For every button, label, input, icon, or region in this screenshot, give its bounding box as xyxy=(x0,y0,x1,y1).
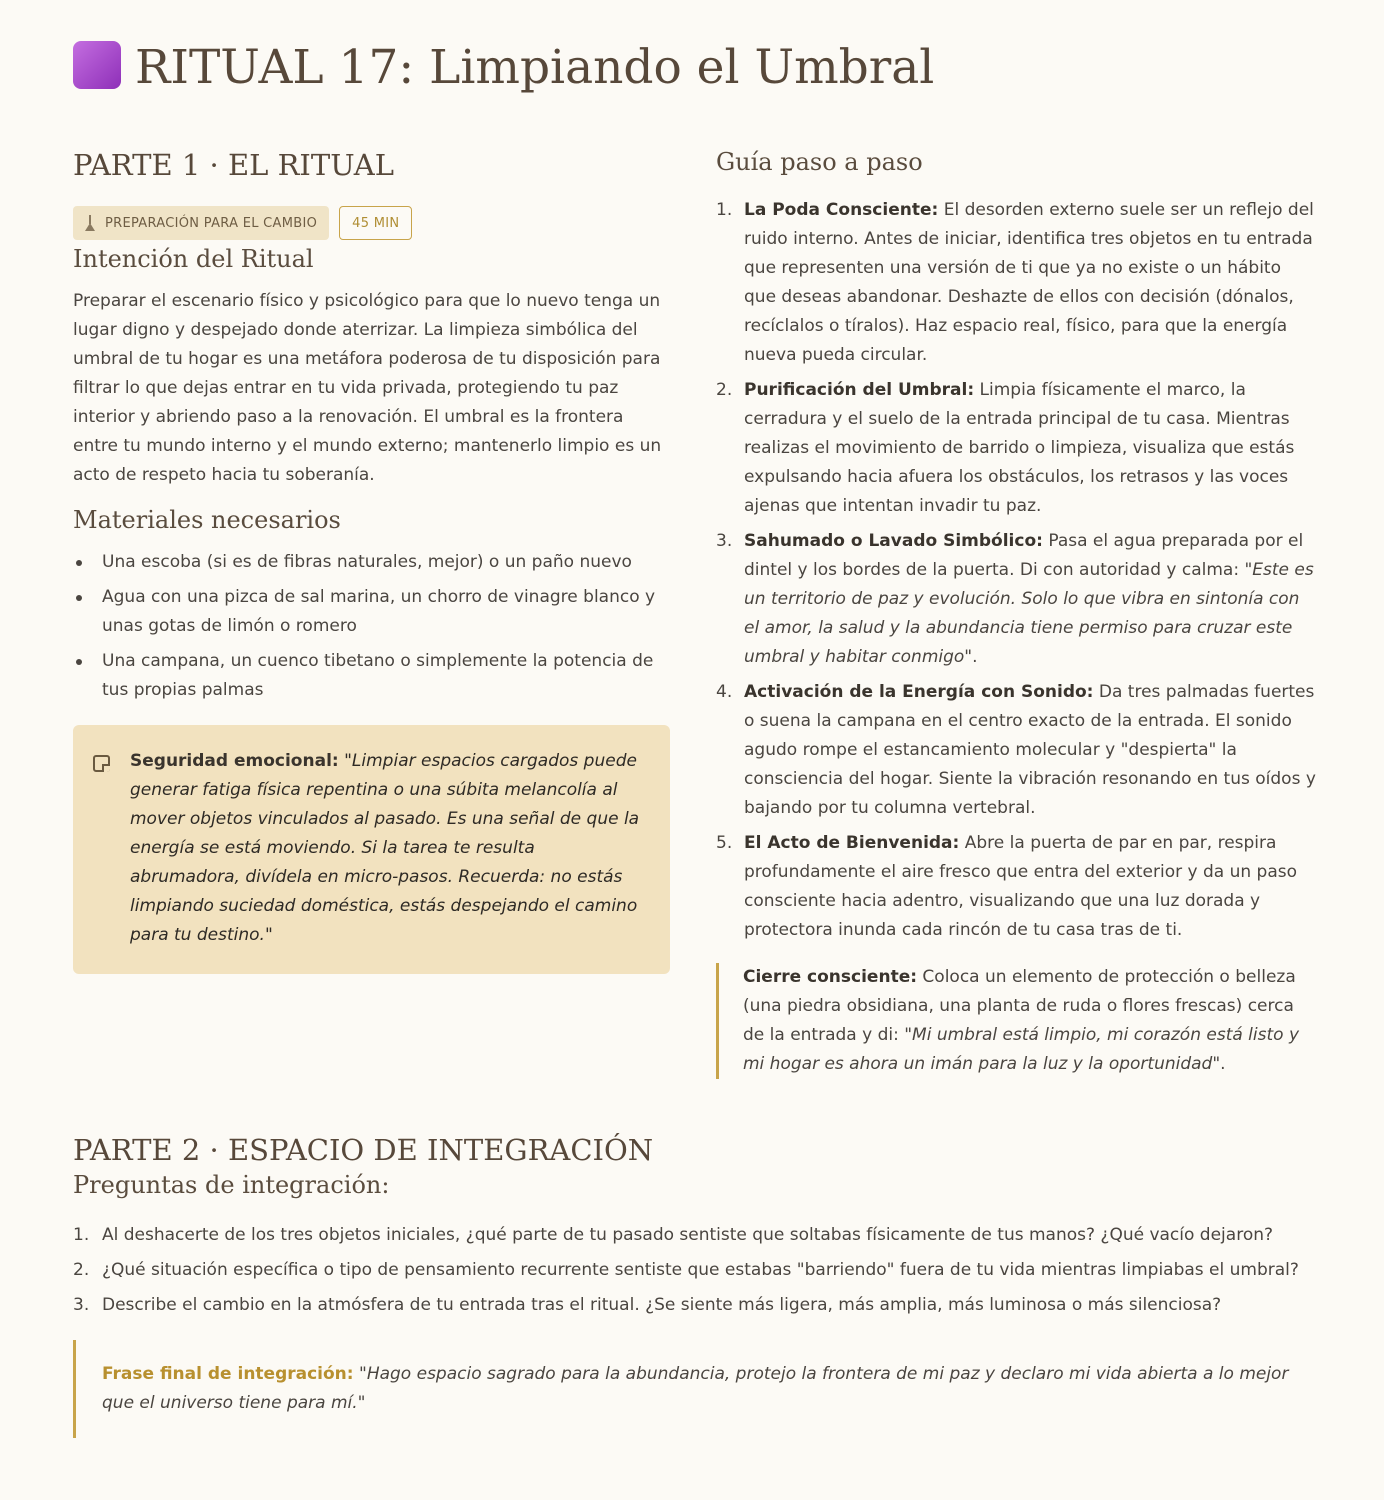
step-number: 5. xyxy=(716,833,733,853)
question-text: ¿Qué situación específica o tipo de pensamiento recurrente sentiste que estabas "barriendo" fuera de tu vida mientras limpiabas el umbral? xyxy=(102,1260,1299,1280)
page-title-text: RITUAL 17: Limpiando el Umbral xyxy=(135,40,935,95)
question-number: 3. xyxy=(73,1295,90,1315)
intention-heading: Intención del Ritual xyxy=(73,245,314,273)
question-text: Describe el cambio en la atmósfera de tu entrada tras el ritual. ¿Se siente más ligera, más amplia, más luminosa o más silenciosa? xyxy=(102,1295,1222,1315)
safety-note xyxy=(73,725,670,974)
step-number: 4. xyxy=(716,682,733,702)
duration-tag: 45 MIN xyxy=(339,206,412,240)
step-text: Limpia físicamente el marco, la cerradura y el suelo de la entrada principal de tu casa. Mientras realizas el movimiento de barrido o limpieza, visualiza que estás expulsando hacia afuera los obstáculos, los retrasos y las voces ajenas que intentan invadir tu paz. xyxy=(744,380,1295,516)
prep-tag-label: PREPARACIÓN PARA EL CAMBIO xyxy=(105,215,318,231)
closing-quote: "Mi umbral está limpio, mi corazón está listo y mi hogar es ahora un imán para la luz y la oportunidad" xyxy=(743,1025,1300,1074)
purple-square-icon xyxy=(73,41,121,89)
list-item: Una campana, un cuenco tibetano o simplemente la potencia de tus propias palmas xyxy=(73,647,670,705)
safety-note-quote: "Limpiar espacios cargados puede generar fatiga física repentina o una súbita melancolía al mover objetos vinculados al pasado. Es una señal de que la energía se está moviendo. Si la tarea te resulta abrumadora, divídela en micro-pasos. Recuerda: no estás limpiando suciedad doméstica, estás despejando el camino para tu destino." xyxy=(130,751,640,945)
part1-heading: PARTE 1 · EL RITUAL xyxy=(73,148,394,182)
list-item xyxy=(73,1221,1313,1250)
part2-heading: PARTE 2 · ESPACIO DE INTEGRACIÓN xyxy=(73,1133,654,1167)
safety-note-label: Seguridad emocional: xyxy=(130,751,339,771)
list-item xyxy=(73,1291,1313,1320)
questions-heading: Preguntas de integración: xyxy=(73,1171,390,1199)
step-number: 2. xyxy=(716,380,733,400)
step-title: Purificación del Umbral: xyxy=(744,380,975,400)
final-phrase-label: Frase final de integración: xyxy=(102,1364,354,1384)
materials-heading: Materiales necesarios xyxy=(73,506,341,534)
list-item xyxy=(716,527,1316,672)
question-number: 1. xyxy=(73,1225,90,1245)
steps-list xyxy=(716,196,1316,945)
step-text: El desorden externo suele ser un reflejo del ruido interno. Antes de iniciar, identifica tres objetos en tu entrada que representen una versión de ti que ya no existe o un hábito que deseas abandonar. Deshazte de ellos con decisión (dónalos, recíclalos o tíralos). Haz espacio real, físico, para que la energía nueva pueda circular. xyxy=(744,200,1314,365)
question-number: 2. xyxy=(73,1260,90,1280)
guide-right-column xyxy=(716,148,1316,1079)
closing-callout xyxy=(716,963,1316,1079)
final-phrase xyxy=(102,1360,1313,1418)
closing-after: . xyxy=(1220,1054,1226,1074)
intention-text: Preparar el escenario físico y psicológico para que lo nuevo tenga un lugar digno y despejado donde aterrizar. La limpieza simbólica del umbral de tu hogar es una metáfora poderosa de tu disposición para filtrar lo que dejas entrar en tu vida privada, protegiendo tu paz interior y abriendo paso a la renovación. El umbral es la frontera entre tu mundo interno y el mundo externo; mantenerlo limpio es un acto de respeto hacia tu soberanía. xyxy=(73,291,662,485)
list-item xyxy=(73,1256,1313,1285)
step-title: Activación de la Energía con Sonido: xyxy=(744,682,1094,702)
list-item xyxy=(716,376,1316,521)
ritual-left-column xyxy=(73,148,670,974)
prep-tag xyxy=(73,206,329,240)
step-text: Da tres palmadas fuertes o suena la campana en el centro exacto de la entrada. El sonido agudo rompe el estancamiento molecular y "despierta" la consciencia del hogar. Siente la vibración resonando en tus oídos y bajando por tu columna vertebral. xyxy=(744,682,1316,818)
closing-text xyxy=(743,963,1316,1079)
safety-note-text xyxy=(130,747,640,950)
step-number: 3. xyxy=(716,531,733,551)
closing-label: Cierre consciente: xyxy=(743,967,918,987)
questions-list xyxy=(73,1221,1313,1320)
step-after: . xyxy=(972,647,978,667)
step-number: 1. xyxy=(716,200,733,220)
final-phrase-callout xyxy=(73,1340,1313,1438)
integration-section xyxy=(73,1133,1313,1438)
step-text: Pasa el agua preparada por el dintel y los bordes de la puerta. Di con autoridad y calma: xyxy=(744,531,1304,580)
list-item xyxy=(716,196,1316,370)
step-title: La Poda Consciente: xyxy=(744,200,939,220)
list-item: Una escoba (si es de fibras naturales, mejor) o un paño nuevo xyxy=(73,548,670,577)
step-title: Sahumado o Lavado Simbólico: xyxy=(744,531,1043,551)
step-quote: "Este es un territorio de paz y evolución. Solo lo que vibra en sintonía con el amor, la salud y la abundancia tiene permiso para cruzar este umbral y habitar conmigo" xyxy=(744,560,1314,667)
note-icon xyxy=(93,755,110,772)
step-text: Abre la puerta de par en par, respira profundamente el aire fresco que entra del exterior y da un paso consciente hacia adentro, visualizando que una luz dorada y protectora inunda cada rincón de tu casa tras de ti. xyxy=(744,833,1298,940)
list-item: Agua con una pizca de sal marina, un chorro de vinagre blanco y unas gotas de limón o romero xyxy=(73,583,670,641)
broom-icon xyxy=(85,215,95,231)
guide-heading: Guía paso a paso xyxy=(716,148,923,176)
closing-body: Coloca un elemento de protección o belleza (una piedra obsidiana, una planta de ruda o flores frescas) cerca de la entrada y di: xyxy=(743,967,1296,1045)
list-item xyxy=(716,678,1316,823)
materials-list xyxy=(73,548,670,705)
step-title: El Acto de Bienvenida: xyxy=(744,833,960,853)
final-phrase-text: "Hago espacio sagrado para la abundancia, protejo la frontera de mi paz y declaro mi vida abierta a lo mejor que el universo tiene para mí." xyxy=(102,1364,1289,1413)
page-title xyxy=(73,40,934,95)
list-item xyxy=(716,829,1316,945)
question-text: Al deshacerte de los tres objetos iniciales, ¿qué parte de tu pasado sentiste que soltabas físicamente de tus manos? ¿Qué vacío dejaron? xyxy=(102,1225,1274,1245)
tag-row xyxy=(73,206,670,240)
